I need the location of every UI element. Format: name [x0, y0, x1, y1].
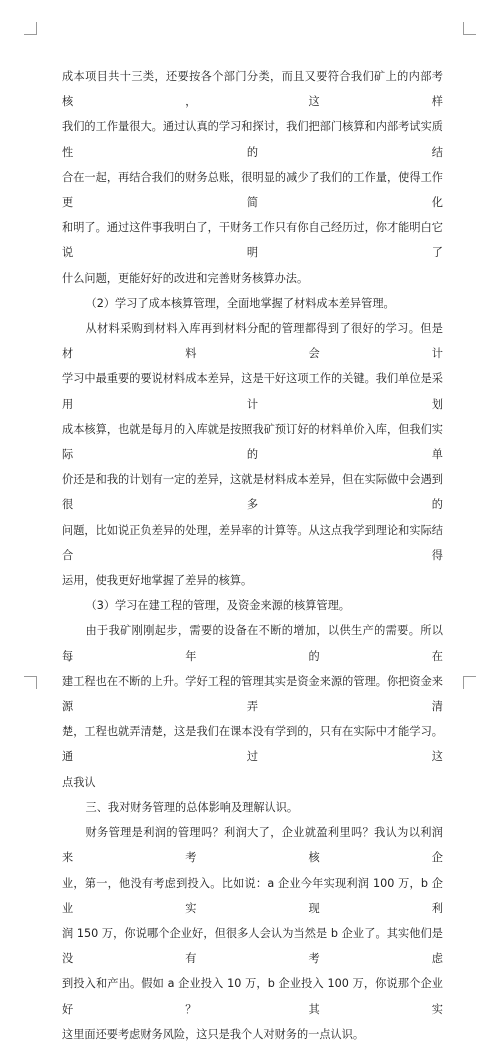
crop-mark-bottom-right [463, 676, 476, 689]
crop-mark-top-right [463, 22, 476, 35]
text-line: 成本项目共十三类，还要按各个部门分类，而且又要符合我们矿上的内部考核，这样 [62, 70, 443, 109]
text-line: 点我认 [62, 775, 96, 789]
text-line: 从材料采购到材料入库再到材料分配的管理都得到了很好的学习。但是材料会计 [62, 322, 443, 361]
text-line: 合在一起，再结合我们的财务总账，很明显的减少了我们的工作量，使得工作更简化 [62, 170, 443, 210]
text-line: 我们的工作量很大。通过认真的学习和探讨，我们把部门核算和内部考试实质性的结 [62, 120, 443, 159]
text-line: 楚，工程也就弄清楚，这是我们在课本没有学到的，只有在实际中才能学习。通过这 [62, 725, 443, 764]
text-line: 到投入和产出。假如 a 企业投入 10 万，b 企业投入 100 万，你说那个企业好？其实 [62, 977, 443, 1016]
crop-mark-bottom-left [24, 676, 37, 689]
text-line: 这里面还要考虑财务风险，这只是我个人对财务的一点认识。 [62, 1027, 365, 1041]
paragraph-cost-items [62, 64, 443, 291]
crop-mark-top-left [24, 22, 37, 35]
section-heading: （3）学习在建工程的管理，及资金来源的核算管理。 [85, 599, 350, 613]
document-body [62, 64, 443, 1047]
paragraph-material-cost [62, 316, 443, 593]
section-heading: 三、我对财务管理的总体影响及理解认识。 [85, 800, 299, 814]
text-line: 由于我矿刚刚起步，需要的设备在不断的增加，以供生产的需要。所以每年的在 [62, 624, 443, 663]
text-line: 财务管理是利润的管理吗？利润大了，企业就盈利里吗？我认为以利润来考核企 [62, 826, 443, 865]
text-line: 运用，使我更好地掌握了差异的核算。 [62, 574, 253, 588]
text-line: 建工程也在不断的上升。学好工程的管理其实是资金来源的管理。你把资金来源弄清 [62, 674, 443, 714]
text-line: 润 150 万，你说哪个企业好，但很多人会认为当然是 b 企业了。其实他们是没有考虑 [62, 926, 443, 966]
text-line: 什么问题，更能好好的改进和完善财务核算办法。 [62, 271, 309, 285]
paragraph-heading-overall [62, 795, 443, 820]
text-line: 和明了。通过这件事我明白了，干财务工作只有你自己经历过，你才能明白它说明了 [62, 221, 443, 260]
paragraph-heading-construction [62, 593, 443, 618]
text-line: 问题，比如说正负差异的处理，差异率的计算等。从这点我学到理论和实际结合得 [62, 523, 443, 562]
text-line: 学习中最重要的要说材料成本差异，这是干好这项工作的关键。我们单位是采用计划 [62, 372, 443, 411]
text-line: 价还是和我的计划有一定的差异，这就是材料成本差异，但在实际做中会遇到很多的 [62, 473, 443, 512]
section-heading: （2）学习了成本核算管理，全面地掌握了材料成本差异管理。 [85, 296, 395, 310]
text-line: 业，第一，他没有考虑到投入。比如说：a 企业今年实现利润 100 万，b 企业实现利 [62, 876, 443, 915]
paragraph-heading-cost-accounting [62, 291, 443, 316]
paragraph-financial-management [62, 820, 443, 1047]
text-line: 成本核算，也就是每月的入库就是按照我矿预订好的材料单价入库，但我们实际的单 [62, 422, 443, 462]
